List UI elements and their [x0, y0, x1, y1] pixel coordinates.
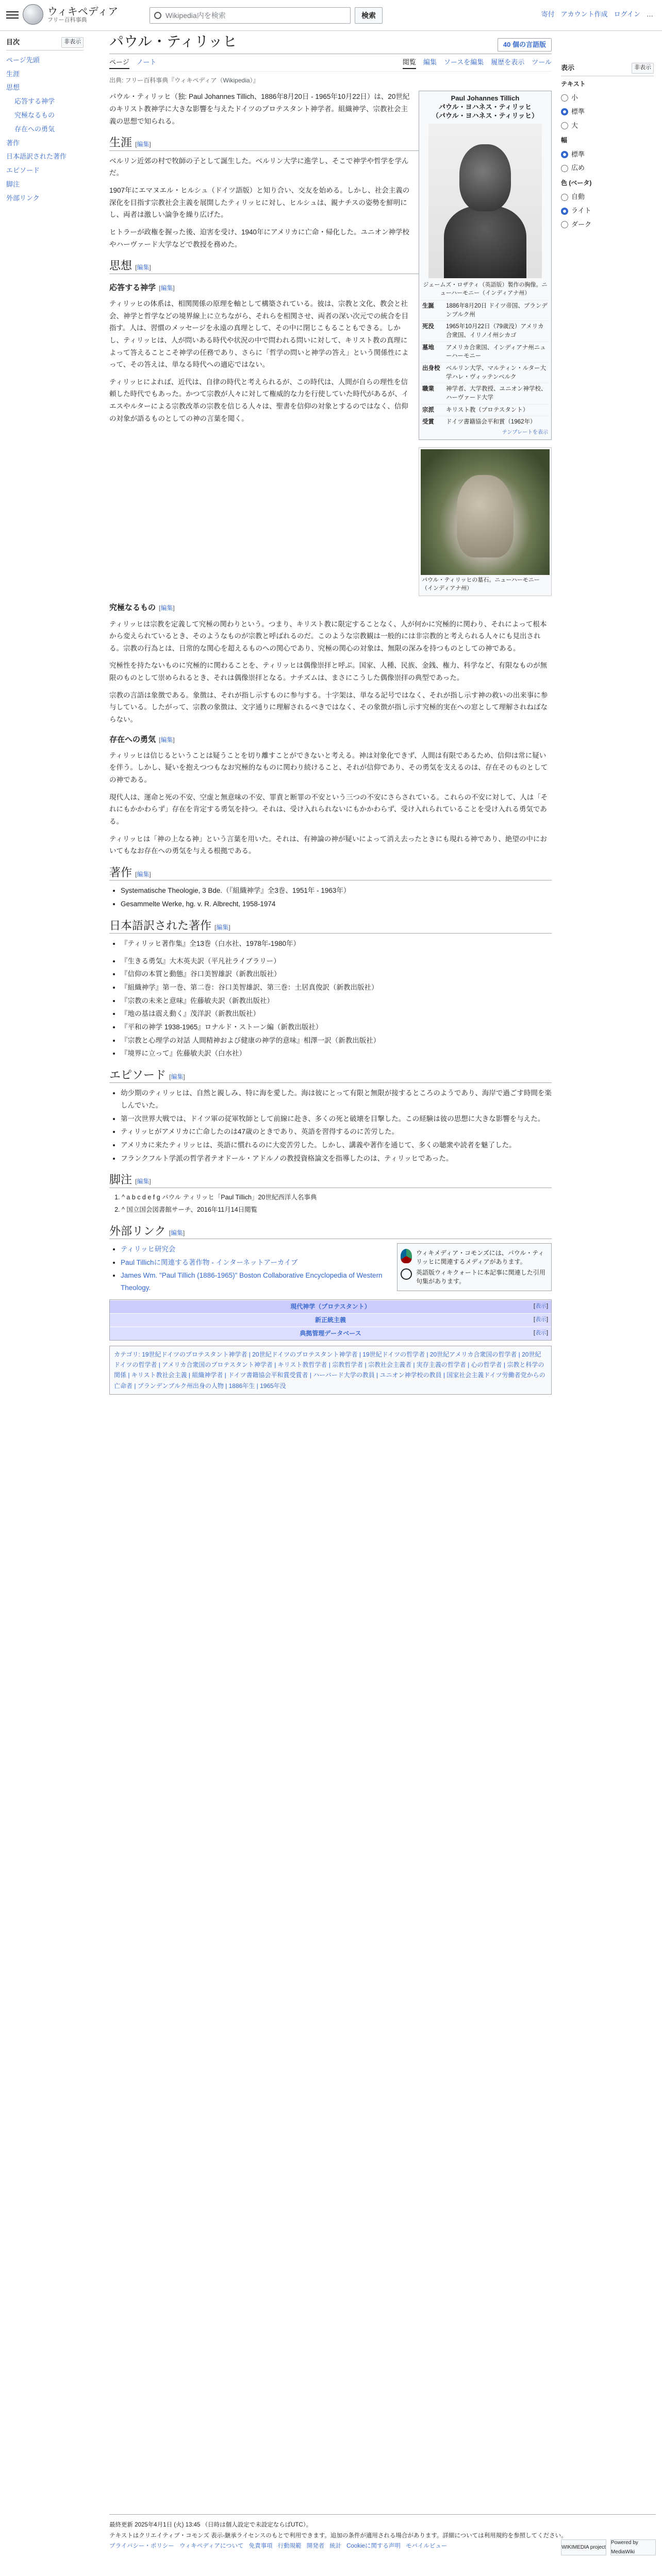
wikiquote-text[interactable]: 英語版ウィキクォートに本記事に関連した引用句集があります。: [416, 1268, 545, 1285]
color-option-label: ライト: [571, 207, 591, 215]
text-size-option-label: 大: [571, 121, 578, 129]
footer-link[interactable]: 免責事項: [249, 2543, 273, 2550]
toc-link[interactable]: 外部リンク: [6, 194, 40, 202]
footer-link[interactable]: ウィキペディアについて: [179, 2543, 244, 2550]
toc-item[interactable]: [6, 164, 84, 178]
tab-0[interactable]: ページ: [109, 57, 129, 69]
site-logo[interactable]: [23, 4, 118, 25]
intro-paragraph: パウル・ティリッヒ（独: Paul Johannes Tillich、1886年8月20日 - 1965年10月22日）は、20世紀のキリスト教神学に大きな影響を与えたドイツのプロテスタント神学者。組織神学、宗教社会主義の思想で知られる。: [109, 93, 410, 125]
tab-action-1[interactable]: 編集: [423, 58, 437, 66]
language-button[interactable]: 40 個の言語版: [498, 38, 552, 52]
tab-1[interactable]: ノート: [136, 58, 157, 66]
main-menu-icon[interactable]: [6, 9, 19, 22]
footer-link[interactable]: 統計: [329, 2543, 342, 2550]
text-size-option[interactable]: [561, 119, 654, 133]
navbox-show-link[interactable]: 表示: [535, 1316, 547, 1323]
episode-list: [109, 1087, 552, 1164]
infobox-key: 宗派: [422, 406, 434, 413]
navbox-show-link[interactable]: 表示: [535, 1330, 547, 1336]
navbox-show-button[interactable]: [表示]: [533, 1303, 548, 1310]
license-text: テキストはクリエイティブ・コモンズ 表示-継承ライセンスのもとで利用できます。追加の条件が適用される場合があります。詳細については利用規約を参照してください。: [109, 2532, 567, 2539]
work-item-text: Systematische Theologie, 3 Bde.（『組織神学』全3巻、1951年 - 1963年）: [121, 887, 351, 895]
toc-link[interactable]: 脚注: [6, 180, 20, 188]
episode-item: [121, 1126, 552, 1138]
ja-works-list: [109, 955, 552, 1060]
section-life: 生涯 [編集]: [109, 135, 552, 151]
section-responding: 応答する神学 [編集]: [109, 283, 175, 292]
section-external-links: 外部リンク [編集]: [109, 1224, 552, 1240]
section-works: 著作 [編集]: [109, 866, 552, 881]
edit-link[interactable]: 編集: [137, 870, 150, 878]
appearance-heading: 表示 非表示: [561, 63, 654, 76]
external-link-text[interactable]: Paul Tillichに関連する著作物 - インターネットアーカイブ: [121, 1258, 298, 1266]
template-link[interactable]: テンプレートを表示: [502, 429, 548, 435]
login-link[interactable]: ログイン: [614, 10, 640, 18]
radio-icon[interactable]: [561, 208, 568, 215]
episode-item-text: フランクフルト学派の哲学者テオドール・アドルノの教授資格論文を指導したのは、ティリッヒであった。: [121, 1154, 453, 1162]
notes-list: [109, 1192, 552, 1216]
footer-link[interactable]: 開発者: [306, 2543, 325, 2550]
episode-item-text: 第一次世界大戦では、ドイツ軍の従軍牧師として前線に赴き、多くの死と破壊を目撃した。この経験は彼の思想に大きな影響を与えた。: [121, 1114, 545, 1123]
note-item: [122, 1192, 552, 1204]
episode-item: [121, 1153, 552, 1165]
section-episodes: エピソード [編集]: [109, 1068, 552, 1083]
search-placeholder: Wikipedia内を検索: [166, 11, 226, 20]
page-tabs: [109, 57, 552, 72]
commons-text[interactable]: ウィキメディア・コモンズには、パウル・ティリッヒに関連するメディアがあります。: [416, 1249, 544, 1265]
ja-lead: • 『ティリッヒ著作集』全13巻（白水社、1978年-1980年）: [121, 938, 552, 950]
infobox-row: [421, 383, 549, 403]
ja-lead-list: [109, 938, 552, 950]
toc-link[interactable]: 生涯: [6, 70, 20, 78]
infobox-row: [421, 404, 549, 416]
footer-link[interactable]: 行動規範: [277, 2543, 302, 2550]
note-item-text: ^ a b c d e f g パウル ティリッヒ「Paul Tillich」20世紀西洋人名事典: [122, 1193, 317, 1201]
life-p1: ベルリン近郊の村で牧師の子として誕生した。ベルリン大学に進学し、そこで神学や哲学を学んだ。: [109, 157, 409, 177]
infobox-row: [421, 362, 549, 383]
more-icon[interactable]: …: [647, 10, 654, 18]
appearance-sidebar: [561, 58, 654, 232]
works-list: [109, 885, 552, 910]
user-links: [541, 9, 654, 20]
edit-link[interactable]: 編集: [160, 736, 173, 743]
radio-icon[interactable]: [561, 165, 568, 172]
navbox-row: [110, 1327, 551, 1340]
text-size-option[interactable]: [561, 105, 654, 119]
infobox-value: アメリカ合衆国、インディアナ州ニューハーモニー: [446, 344, 546, 360]
courage-p2: 現代人は、運命と死の不安、空虚と無意味の不安、罪責と断罪の不安という三つの不安にさらされている。これらの不安に対して、人は「それにもかかわらず」存在を肯定する勇気を持つ。それは、受け入れられないにもかかわらず、受け入れられていることを受け入れる勇気である。: [109, 793, 548, 825]
donate-link[interactable]: 寄付: [541, 10, 555, 18]
infobox-value: 1965年10月22日（79歳没）アメリカ合衆国、イリノイ州シカゴ: [446, 324, 544, 338]
navbox: [109, 1299, 552, 1341]
width-label: 幅: [561, 137, 568, 144]
gravestone-caption: パウル・ティリッヒの墓石。ニューハーモニー（インディアナ州）: [422, 577, 540, 591]
infobox-value: ドイツ書籍協会平和賞（1962年）: [446, 419, 536, 426]
toc-list: [6, 54, 84, 206]
radio-icon[interactable]: [561, 94, 568, 101]
infobox-value: ベルリン大学、マルティン・ルター大学ハレ・ヴィッテンベルク: [446, 365, 547, 380]
page-title: パウル・ティリッヒ: [109, 34, 237, 50]
life-p3: ヒトラーが政権を握った後、迫害を受け、1940年にアメリカに亡命・帰化した。ユニオン神学校やハーヴァード大学などで教授を務めた。: [109, 228, 410, 248]
episode-item-text: アメリカに来たティリッヒは、英語に慣れるのに大変苦労した。しかし、講義や著作を通じて、多くの聴衆や読者を魅了した。: [121, 1141, 516, 1149]
search-input[interactable]: [150, 7, 351, 24]
ultimate-p2: 究極性を持たないものに究極的に関わることを、ティリッヒは偶像崇拝と呼ぶ。国家、人種、民族、金銭、権力、科学など、有限なものが無限のものとして崇められるとき、それは偶像崇拝となる。ナチズムは、まさにこうした偶像崇拝の典型であった。: [109, 662, 548, 682]
ja-work-item-text: 『信仰の本質と動態』谷口美智雄訳（新教出版社）: [121, 970, 281, 978]
ja-work-item-text: 『生きる勇気』大木英夫訳（平凡社ライブラリー）: [121, 957, 280, 965]
sister-projects-box: [397, 1243, 552, 1291]
ja-work-item: [121, 1035, 552, 1047]
note-item: [122, 1205, 552, 1216]
infobox-title: Paul Johannes Tillich パウル・ヨハネス・ティリッヒ （パウル・ヨハネス・ティリッヒ）: [432, 94, 539, 120]
toc-heading: 目次 非表示: [6, 37, 84, 50]
width-option[interactable]: [561, 161, 654, 175]
site-title: ウィキペディア: [47, 5, 119, 18]
ja-work-item-text: 『地の基は震え動く』茂洋訳（新教出版社）: [121, 1010, 260, 1018]
courage-p3: ティリッヒは「神の上なる神」という言葉を用いた。それは、有神論の神が疑いによって消え去ったときにも現れる神であり、絶望の中においてもなお存在への勇気を与える根拠である。: [109, 835, 547, 855]
external-link-text[interactable]: ティリッヒ研究会: [121, 1245, 176, 1253]
toc-item[interactable]: [6, 192, 84, 206]
toc-link[interactable]: 応答する神学: [14, 97, 55, 106]
text-size-label: テキスト: [561, 80, 586, 88]
ja-work-item-text: 『組織神学』第一巻、第二巻：谷口美智雄訳、第三巻：土居真俊訳（新教出版社）: [121, 984, 378, 992]
navbox-show-button[interactable]: [表示]: [533, 1330, 548, 1336]
categories-text[interactable]: カテゴリ: 19世紀ドイツのプロテスタント神学者 | 20世紀ドイツのプロテスタント神学者 | 19世紀ドイツの哲学者 | 20世紀アメリカ合衆国の哲学者 | 20世紀ドイツの哲学者 | アメリカ合衆国のプロテスタント神学者 | キリスト教哲学者 | 宗教哲学者 | 宗教社会主義者 | 実存主義の哲学者 | 心の哲学者 | 宗教と科学の関係 | キリスト教社会主義 | 組織神学者 | ドイツ書籍協会平和賞受賞者 | ハーバード大学の教員 | ユニオン神学校の教員 | 国家社会主義ドイツ労働者党からの亡命者 | ブランデンブルク州出身の人物 | 1886年生 | 1965年没: [114, 1350, 545, 1389]
radio-icon[interactable]: [561, 221, 568, 228]
work-item: [121, 885, 552, 897]
ja-work-item-text: 『境界に立って』佐藤敏夫訳（白水社）: [121, 1049, 246, 1058]
navbox-row: [110, 1313, 551, 1327]
navbox-show-link[interactable]: 表示: [535, 1303, 547, 1310]
appearance-hide-button[interactable]: 非表示: [632, 63, 654, 74]
tab-action-3[interactable]: 履歴を表示: [491, 58, 525, 66]
infobox-row: [421, 416, 549, 428]
tab-action-2[interactable]: ソースを編集: [443, 58, 484, 66]
width-option-label: 標準: [571, 150, 585, 158]
infobox-key: 墓地: [422, 344, 434, 351]
toc-item[interactable]: [6, 109, 84, 123]
color-option-label: ダーク: [571, 220, 592, 228]
ja-work-item: [121, 1021, 552, 1033]
page-footer: [109, 2514, 656, 2555]
section-japanese-works: 日本語訳された著作 [編集]: [109, 919, 552, 934]
infobox-key: 受賞: [422, 419, 434, 426]
external-link-text[interactable]: James Wm. "Paul Tillich (1886-1965)" Boston Collaborative Encyclopedia of Western Theology.: [121, 1272, 383, 1292]
edit-link[interactable]: 編集: [137, 141, 150, 148]
text-size-option[interactable]: [561, 91, 654, 105]
work-item: [121, 898, 552, 910]
ja-work-item: [121, 1008, 552, 1020]
edit-link[interactable]: 編集: [171, 1073, 184, 1080]
commons-icon: [401, 1249, 412, 1263]
resp-p1: ティリッヒの体系は、相関関係の原理を軸として構築されている。彼は、宗教と文化、教会と社会、神学と哲学などの境界線上に立ちながら、それらを相関させ、両者の深い次元での統合を目指す。人は、習慣のメッセージを永遠の真理として、その中に閉じこもることもできる。しかし、ティリッヒは、人が問いある時代や状況の中で問われる問いに対して、キリスト教の真理によって答えることこそ神学の任務であり、さらに「哲学の問いと神学の答え」という関係性によって、その答えは、単なる時代への適応ではない。: [109, 300, 409, 369]
navbox-title[interactable]: 典拠管理データベース: [300, 1329, 361, 1337]
infobox-row: [421, 320, 549, 341]
site-subtitle: フリー百科事典: [47, 16, 87, 23]
navbox-row: [110, 1300, 551, 1313]
toc-item[interactable]: [6, 137, 84, 150]
section-ultimate: 究極なるもの [編集]: [109, 603, 175, 613]
radio-icon[interactable]: [561, 151, 568, 158]
edit-link[interactable]: 編集: [160, 604, 173, 612]
radio-icon[interactable]: [561, 194, 568, 201]
wikimedia-logo[interactable]: WIKIMEDIA project: [561, 2539, 606, 2555]
toc-link[interactable]: ページ先頭: [6, 56, 40, 64]
toc-item[interactable]: [6, 67, 84, 81]
color-option[interactable]: [561, 204, 654, 218]
infobox-row: [421, 342, 549, 362]
toc-link[interactable]: 思想: [6, 83, 20, 92]
infobox-caption: ジェームズ・ロザティ（英語版）製作の胸像。ニューハーモニー（インディアナ州）: [423, 282, 548, 296]
episode-item-text: 幼少期のティリッヒは、自然と親しみ、特に海を愛した。海は彼にとって有限と無限が接するところのようであり、海岸で過ごす時間を楽しんでいた。: [121, 1089, 552, 1110]
edit-link[interactable]: 編集: [137, 1178, 150, 1185]
section-thought: 思想 [編集]: [109, 259, 552, 274]
episode-item: [121, 1087, 552, 1111]
ja-work-item: [121, 1047, 552, 1060]
color-option[interactable]: [561, 190, 654, 204]
infobox-key: 出身校: [422, 365, 440, 371]
footer-link[interactable]: Cookieに関する声明: [346, 2543, 401, 2550]
edit-link[interactable]: 編集: [137, 264, 150, 272]
ja-work-item-text: 『宗教の未来と意味』佐藤敏夫訳（新教出版社）: [121, 996, 274, 1005]
toc-item[interactable]: [6, 178, 84, 192]
section-notes: 脚注 [編集]: [109, 1173, 552, 1188]
source-note: 出典: フリー百科事典『ウィキペディア（Wikipedia）』: [109, 77, 259, 84]
resp-p2: ティリッヒによれば、近代は、自律の時代と考えられるが、この時代は、人間が自らの理性を信頼した時代でもあった。かつて宗教が人々に対して権威的な力を行使していた時代があるが、イエスやルターによる宗教改革の宗教を信じる人々は、聖書を信仰の対象とするのではなく、信仰の対象が語るものとしての神の言葉を聞く。: [109, 378, 409, 422]
episode-item-text: ティリッヒがアメリカに亡命したのは47歳のときであり、英語を習得するのに苦労した。: [121, 1128, 399, 1136]
text-size-option-label: 標準: [571, 107, 585, 115]
life-p2: 1907年にエマヌエル・ヒルシュ（ドイツ語版）と知り合い、交友を始める。しかし、社会主義の深化を目指す宗教社会主義を展開したティリッヒに対し、ヒルシュは、親ナチスの姿勢を鮮明にし、両者は激しい論争を繰り広げた。: [109, 187, 410, 219]
navbox-title[interactable]: 新正統主義: [315, 1316, 346, 1324]
width-option-label: 広め: [571, 164, 585, 172]
ultimate-p3: 宗教の言語は象徴である。象徴は、それが指し示すものに参与する。十字架は、単なる記号ではなく、それが指し示す神の救いの出来事に参与している。したがって、宗教の象徴は、文字通りに理解されるべきではなく、その象徴が指し示す究極的実在への窓として理解されねばならない。: [109, 691, 548, 723]
infobox: [419, 91, 552, 440]
toc-link[interactable]: 日本語訳された著作: [6, 152, 67, 161]
infobox-key: 生誕: [422, 302, 434, 309]
toc-item[interactable]: [6, 123, 84, 137]
footer-link[interactable]: プライバシー・ポリシー: [109, 2543, 174, 2550]
edit-link[interactable]: 編集: [170, 1229, 183, 1236]
ultimate-p1: ティリッヒは宗教を定義して究極の関わりという。つまり、キリスト教に限定することなく、人が何かに究極的に関わり、それによって根本から変えられているとき、そのようなものが宗教と呼ばれるのだ。このような宗教観は一般的には非宗教的と考えられる人々にも見出される。宗教の行為とは、日常的な関心を超えるものへの関心であり、究極の関心の対象は、無限の深みを持つものとしての神である。: [109, 620, 547, 652]
note-item-text: ^ 国立国会図書館サーチ、2016年11月14日閲覧: [122, 1206, 258, 1213]
bust-photo[interactable]: [428, 124, 542, 278]
text-size-option-label: 小: [571, 93, 578, 101]
tab-action-4[interactable]: ツール: [532, 58, 552, 66]
wikipedia-globe-icon: [23, 4, 43, 25]
radio-icon[interactable]: [561, 108, 568, 115]
ja-work-item-text: 『平和の神学 1938-1965』ロナルド・ストーン編（新教出版社）: [121, 1023, 323, 1031]
episode-item: [121, 1113, 552, 1125]
color-option[interactable]: [561, 218, 654, 232]
courage-p1: ティリッヒは信じるということは疑うことを切り離すことができないと考える。神は対象化できず、人間は有限であるため、信仰は常に疑いを伴う。しかし、疑いを抱えつつもなお究極的なものに関わり続けること、それが信仰であり、その勇気を支えるのは、存在そのものとしての神である。: [109, 751, 548, 784]
ja-work-item: [121, 995, 552, 1007]
ja-work-item: [121, 955, 552, 968]
navbox-title[interactable]: 現代神学（プロテスタント）: [290, 1302, 371, 1310]
site-header: [0, 0, 662, 31]
color-label: 色 (ベータ): [561, 179, 592, 187]
edit-link[interactable]: 編集: [216, 923, 229, 931]
toc-item[interactable]: [6, 81, 84, 95]
toc-hide-button[interactable]: 非表示: [61, 37, 84, 48]
ja-work-item-text: 『宗教と心理学の対話 人間精神および健康の神学的意味』相澤一訳（新教出版社）: [121, 1036, 380, 1044]
tab-action-0[interactable]: 閲覧: [403, 57, 416, 69]
mediawiki-logo[interactable]: Powered by MediaWiki: [610, 2539, 656, 2555]
radio-icon[interactable]: [561, 122, 568, 129]
infobox-key: 死没: [422, 324, 434, 330]
color-option-label: 自動: [571, 193, 585, 201]
ja-work-item: [121, 981, 552, 994]
section-courage: 存在への勇気 [編集]: [109, 735, 175, 744]
wikiquote-icon: [401, 1268, 412, 1280]
search-button[interactable]: 検索: [355, 7, 383, 24]
infobox-row: [421, 300, 549, 320]
create-account-link[interactable]: アカウント作成: [560, 10, 608, 18]
navbox-show-button[interactable]: [表示]: [533, 1316, 548, 1323]
gravestone-figure: [419, 447, 552, 596]
last-edit: 最終更新 2025年4月1日 (火) 13:45 （日時は個人設定で未設定ならばUTC）。: [109, 2522, 312, 2528]
infobox-key: 職業: [422, 386, 434, 393]
toc-item[interactable]: [6, 95, 84, 109]
infobox-value: キリスト教（プロテスタント）: [446, 406, 529, 413]
search-icon: [154, 12, 161, 19]
gravestone-photo[interactable]: [421, 449, 550, 575]
toc-link[interactable]: エピソード: [6, 166, 40, 175]
article-body: [109, 91, 552, 1395]
toc-link[interactable]: 究極なるもの: [14, 111, 55, 119]
toc-link[interactable]: 存在への勇気: [14, 125, 55, 133]
width-option[interactable]: [561, 148, 654, 162]
footer-link[interactable]: モバイルビュー: [405, 2543, 448, 2550]
infobox-value: 神学者、大学教授、ユニオン神学校、ハーヴァード大学: [446, 386, 547, 401]
edit-link[interactable]: 編集: [160, 284, 173, 292]
toc-sidebar: [6, 37, 84, 206]
ja-work-item: [121, 968, 552, 980]
toc-item[interactable]: [6, 150, 84, 164]
episode-item: [121, 1139, 552, 1151]
category-links: [109, 1346, 552, 1395]
main-content: [109, 33, 552, 1395]
infobox-value: 1886年8月20日 ドイツ帝国、ブランデンブルク州: [446, 302, 548, 318]
toc-link[interactable]: 著作: [6, 139, 20, 147]
work-item-text: Gesammelte Werke, hg. v. R. Albrecht, 1958-1974: [121, 900, 276, 908]
toc-item[interactable]: [6, 54, 84, 67]
